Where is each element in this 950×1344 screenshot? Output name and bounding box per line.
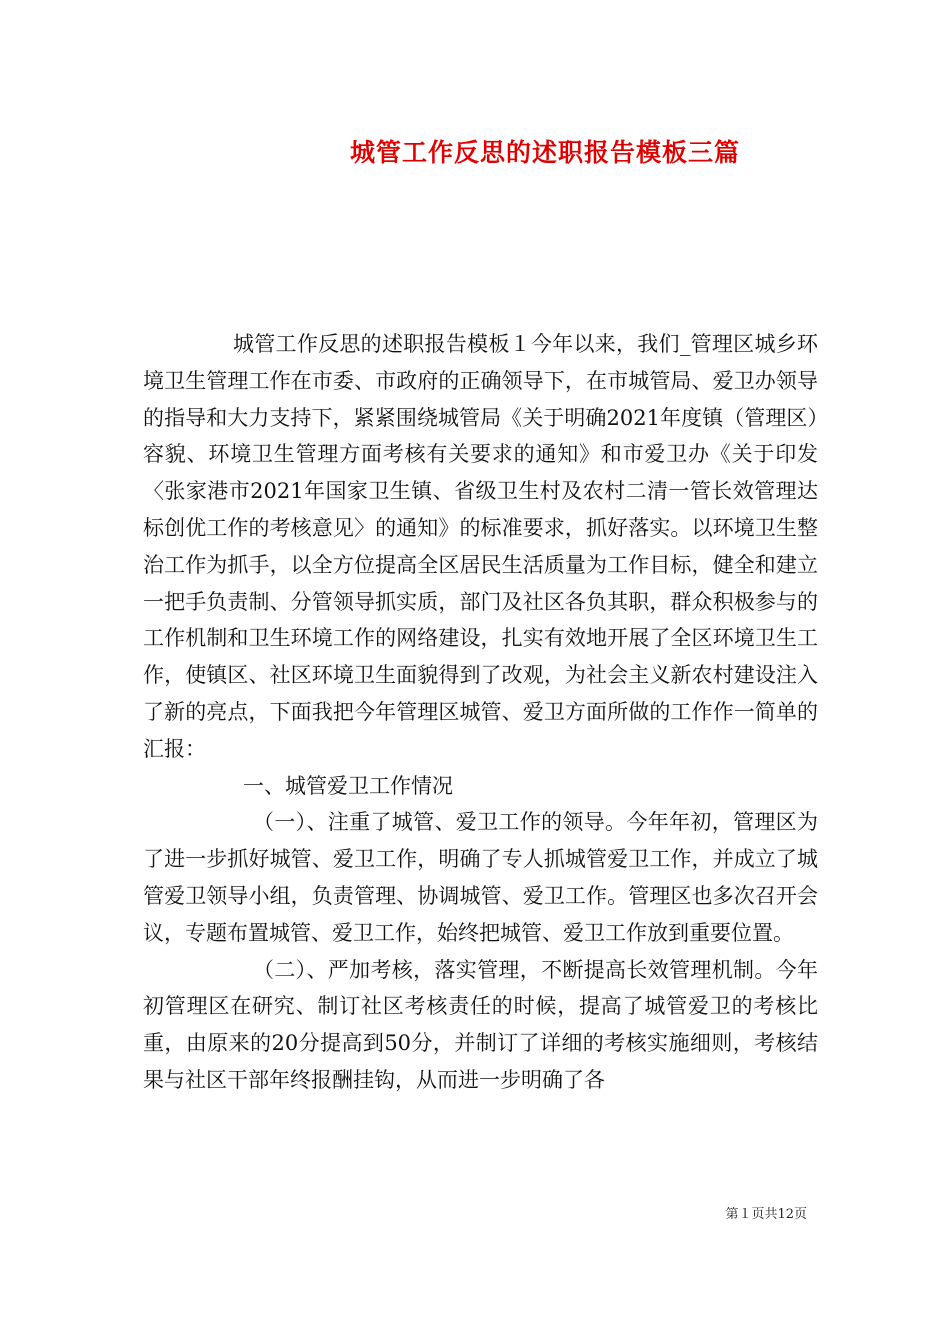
section-heading: 一、城管爱卫工作情况 — [243, 773, 453, 798]
document-title: 城管工作反思的述职报告模板三篇 — [349, 138, 740, 167]
paragraph-item-1: （一）、注重了城管、爱卫工作的领导。今年年初，管理区为了进一步抓好城管、爱卫工作，明确了专人抓城管爱卫工作，并成立了城管爱卫领导小组，负责管理、协调城管、爱卫工作。管理区也多次召开会议，专题布置城管、爱卫工作，始终把城管、爱卫工作放到重要位置。 — [143, 810, 818, 945]
page-number: 第１页共12页 — [725, 1207, 807, 1222]
paragraph-intro: 城管工作反思的述职报告模板１今年以来，我们_管理区城乡环境卫生管理工作在市委、市政府的正确领导下，在市城管局、爱卫办领导的指导和大力支持下，紧紧围绕城管局《关于明确2021年度镇（管理区）容貌、环境卫生管理方面考核有关要求的通知》和市爱卫办《关于印发〈张家港市2021年国家卫生镇、省级卫生村及农村二清一管长效管理达标创优工作的考核意见〉的通知》的标准要求，抓好落实。以环境卫生整治工作为抓手，以全方位提高全区居民生活质量为工作目标，健全和建立一把手负责制、分管领导抓实质，部门及社区各负其职，群众积极参与的工作机制和卫生环境工作的网络建设，扎实有效地开展了全区环境卫生工作，使镇区、社区环境卫生面貌得到了改观，为社会主义新农村建设注入了新的亮点，下面我把今年管理区城管、爱卫方面所做的工作作一简单的汇报： — [143, 332, 818, 761]
document-body — [143, 326, 818, 1099]
paragraph-item-2: （二）、严加考核，落实管理，不断提高长效管理机制。今年初管理区在研究、制订社区考核责任的时候，提高了城管爱卫的考核比重，由原来的20分提高到50分，并制订了详细的考核实施细则，考核结果与社区干部年终报酬挂钩，从而进一步明确了各 — [143, 957, 818, 1092]
